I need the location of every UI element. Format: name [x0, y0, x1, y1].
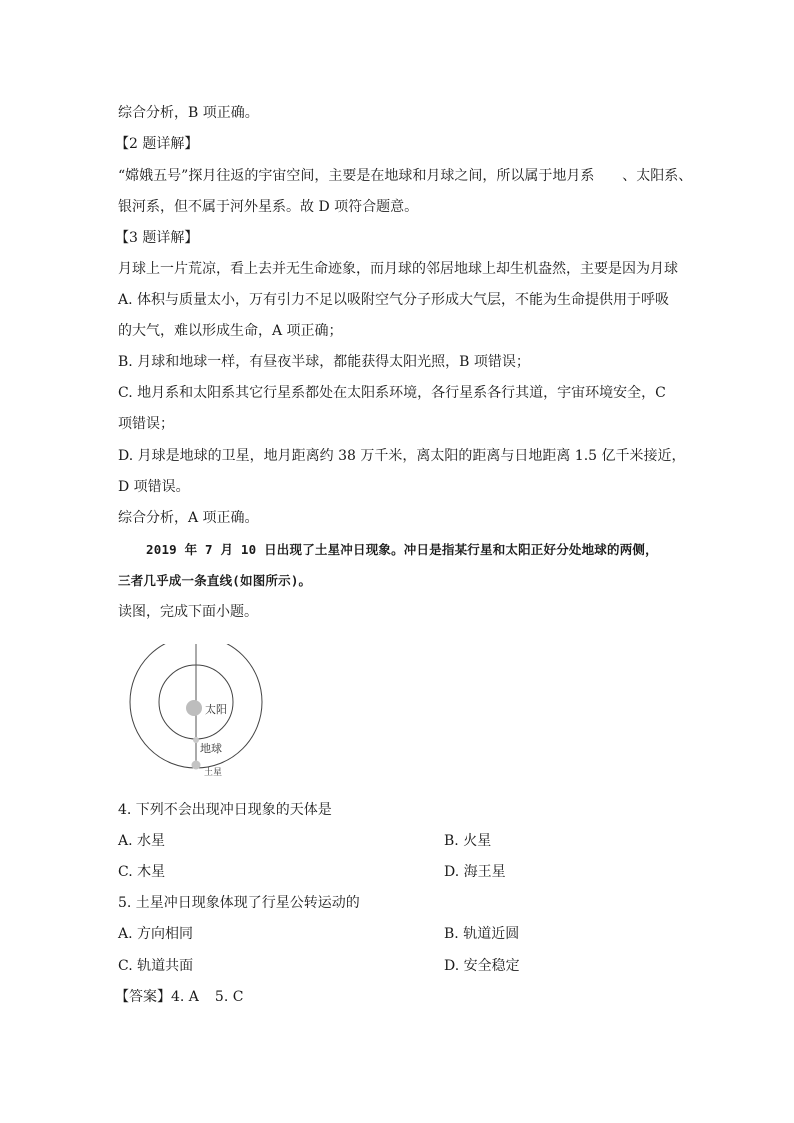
- q3-option-d-line-1: D. 月球是地球的卫星，地月距离约 38 万千米，离太阳的距离与日地距离 1.5 亿千米接近，: [118, 448, 686, 464]
- material-intro-line-2: 三者几乎成一条直线(如图所示)。: [118, 573, 312, 588]
- material-intro-line-1: 2019 年 7 月 10 日出现了土星冲日现象。冲日是指某行星和太阳正好分处地球的两侧，: [146, 542, 658, 557]
- q4-option-c: C. 木星: [118, 864, 166, 880]
- sun-label: 太阳: [205, 703, 227, 716]
- q2-text-line-2: 银河系，但不属于河外星系。故 D 项符合题意。: [118, 199, 419, 215]
- q3-option-c-line-1: C. 地月系和太阳系其它行星系都处在太阳系环境，各行星系各行其道，宇宙环境安全，C: [118, 385, 666, 401]
- answer-line: [115, 987, 243, 1007]
- answer-label: 【答案】: [115, 989, 171, 1005]
- earth-icon: [193, 737, 199, 743]
- saturn-label: 土星: [204, 768, 223, 778]
- q4-option-d: D. 海王星: [444, 864, 506, 880]
- summary-line-1: 综合分析，B 项正确。: [118, 105, 259, 121]
- q3-option-c-line-2: 项错误；: [118, 416, 174, 432]
- orbit-diagram: [124, 644, 268, 784]
- q3-option-a-line-1: A. 体积与质量太小，万有引力不足以吸附空气分子形成大气层，不能为生命提供用于呼吸: [118, 292, 670, 308]
- q3-option-a-line-2: 的大气，难以形成生命，A 项正确；: [118, 323, 343, 339]
- q4-option-a: A. 水星: [118, 833, 166, 849]
- q5-stem: 5. 土星冲日现象体现了行星公转运动的: [118, 895, 360, 911]
- q5-option-c: C. 轨道共面: [118, 958, 194, 974]
- q2-heading: 【2 题详解】: [115, 136, 199, 152]
- saturn-icon: [192, 761, 201, 770]
- q3-text-line: 月球上一片荒凉，看上去并无生命迹象，而月球的邻居地球上却生机盎然，主要是因为月球: [118, 261, 678, 277]
- read-instruction: 读图，完成下面小题。: [118, 604, 258, 620]
- sun-icon: [186, 700, 202, 716]
- q4-option-b: B. 火星: [444, 833, 492, 849]
- summary-line-2: 综合分析，A 项正确。: [118, 510, 259, 526]
- q3-heading: 【3 题详解】: [115, 230, 199, 246]
- answer-q5: 5. C: [214, 989, 244, 1005]
- q5-option-a: A. 方向相同: [118, 926, 194, 942]
- q2-text-line-1: “嫦娥五号”探月往返的宇宙空间，主要是在地球和月球之间，所以属于地月系 、太阳系、: [118, 168, 693, 184]
- q5-option-b: B. 轨道近圆: [444, 926, 520, 942]
- q3-option-d-line-2: D 项错误。: [118, 479, 190, 495]
- answer-q4: 4. A: [171, 989, 199, 1005]
- q3-option-b: B. 月球和地球一样，有昼夜半球，都能获得太阳光照，B 项错误；: [118, 354, 530, 370]
- q5-option-d: D. 安全稳定: [444, 958, 520, 974]
- q4-stem: 4. 下列不会出现冲日现象的天体是: [118, 802, 332, 818]
- earth-label: 地球: [200, 742, 222, 755]
